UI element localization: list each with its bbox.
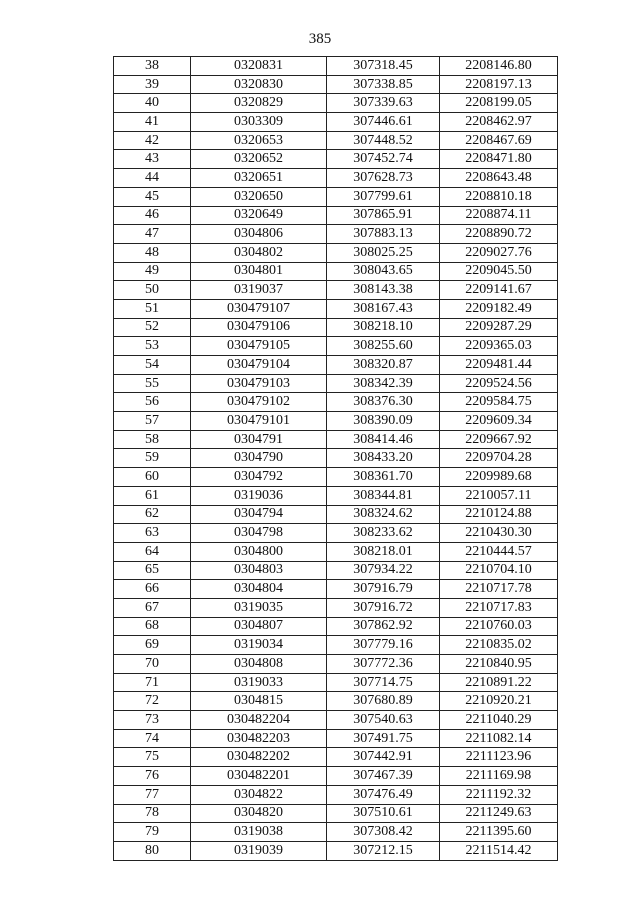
point-number-cell: 46 <box>114 206 191 225</box>
y-coordinate-cell: 2211082.14 <box>440 729 558 748</box>
y-coordinate-cell: 2208890.72 <box>440 225 558 244</box>
y-coordinate-cell: 2210920.21 <box>440 692 558 711</box>
y-coordinate-cell: 2208467.69 <box>440 131 558 150</box>
y-coordinate-cell: 2209584.75 <box>440 393 558 412</box>
table-row <box>114 393 558 412</box>
y-coordinate-cell: 2209365.03 <box>440 337 558 356</box>
point-number-cell: 43 <box>114 150 191 169</box>
point-number-cell: 44 <box>114 169 191 188</box>
y-coordinate-cell: 2209481.44 <box>440 356 558 375</box>
y-coordinate-cell: 2210124.88 <box>440 505 558 524</box>
x-coordinate-cell: 308390.09 <box>327 412 440 431</box>
point-number-cell: 65 <box>114 561 191 580</box>
y-coordinate-cell: 2209989.68 <box>440 468 558 487</box>
y-coordinate-cell: 2211040.29 <box>440 711 558 730</box>
point-number-cell: 55 <box>114 374 191 393</box>
y-coordinate-cell: 2209182.49 <box>440 299 558 318</box>
table-row <box>114 187 558 206</box>
x-coordinate-cell: 307883.13 <box>327 225 440 244</box>
point-code-cell: 0319035 <box>191 598 327 617</box>
point-number-cell: 78 <box>114 804 191 823</box>
y-coordinate-cell: 2211249.63 <box>440 804 558 823</box>
point-number-cell: 42 <box>114 131 191 150</box>
x-coordinate-cell: 307339.63 <box>327 94 440 113</box>
table-row <box>114 542 558 561</box>
y-coordinate-cell: 2211395.60 <box>440 823 558 842</box>
point-number-cell: 69 <box>114 636 191 655</box>
y-coordinate-cell: 2210891.22 <box>440 673 558 692</box>
x-coordinate-cell: 307448.52 <box>327 131 440 150</box>
point-number-cell: 60 <box>114 468 191 487</box>
point-number-cell: 39 <box>114 75 191 94</box>
y-coordinate-cell: 2210835.02 <box>440 636 558 655</box>
coordinates-table <box>113 56 558 861</box>
point-number-cell: 51 <box>114 299 191 318</box>
table-row <box>114 318 558 337</box>
point-code-cell: 030482203 <box>191 729 327 748</box>
table-row <box>114 412 558 431</box>
point-number-cell: 57 <box>114 412 191 431</box>
table-row <box>114 356 558 375</box>
table-body <box>114 57 558 861</box>
point-code-cell: 030479101 <box>191 412 327 431</box>
point-code-cell: 030479106 <box>191 318 327 337</box>
point-code-cell: 0303309 <box>191 113 327 132</box>
point-number-cell: 79 <box>114 823 191 842</box>
table-row <box>114 57 558 76</box>
y-coordinate-cell: 2209524.56 <box>440 374 558 393</box>
x-coordinate-cell: 307680.89 <box>327 692 440 711</box>
x-coordinate-cell: 308167.43 <box>327 299 440 318</box>
x-coordinate-cell: 308414.46 <box>327 430 440 449</box>
y-coordinate-cell: 2208874.11 <box>440 206 558 225</box>
point-number-cell: 80 <box>114 841 191 860</box>
point-code-cell: 030479105 <box>191 337 327 356</box>
y-coordinate-cell: 2211169.98 <box>440 767 558 786</box>
x-coordinate-cell: 307865.91 <box>327 206 440 225</box>
point-code-cell: 0319034 <box>191 636 327 655</box>
point-code-cell: 0320830 <box>191 75 327 94</box>
point-number-cell: 40 <box>114 94 191 113</box>
y-coordinate-cell: 2210760.03 <box>440 617 558 636</box>
table-row <box>114 299 558 318</box>
table-row <box>114 748 558 767</box>
point-code-cell: 0320650 <box>191 187 327 206</box>
y-coordinate-cell: 2209045.50 <box>440 262 558 281</box>
point-code-cell: 030479107 <box>191 299 327 318</box>
x-coordinate-cell: 307779.16 <box>327 636 440 655</box>
point-number-cell: 48 <box>114 243 191 262</box>
table-row <box>114 75 558 94</box>
x-coordinate-cell: 307467.39 <box>327 767 440 786</box>
table-row <box>114 617 558 636</box>
x-coordinate-cell: 307318.45 <box>327 57 440 76</box>
point-number-cell: 50 <box>114 281 191 300</box>
table-row <box>114 524 558 543</box>
y-coordinate-cell: 2209667.92 <box>440 430 558 449</box>
x-coordinate-cell: 307799.61 <box>327 187 440 206</box>
point-code-cell: 0304790 <box>191 449 327 468</box>
point-number-cell: 53 <box>114 337 191 356</box>
point-number-cell: 66 <box>114 580 191 599</box>
y-coordinate-cell: 2208197.13 <box>440 75 558 94</box>
point-number-cell: 73 <box>114 711 191 730</box>
point-number-cell: 59 <box>114 449 191 468</box>
x-coordinate-cell: 307540.63 <box>327 711 440 730</box>
point-number-cell: 71 <box>114 673 191 692</box>
x-coordinate-cell: 308361.70 <box>327 468 440 487</box>
table-row <box>114 580 558 599</box>
table-row <box>114 729 558 748</box>
y-coordinate-cell: 2210840.95 <box>440 655 558 674</box>
point-code-cell: 0319039 <box>191 841 327 860</box>
point-number-cell: 63 <box>114 524 191 543</box>
x-coordinate-cell: 308433.20 <box>327 449 440 468</box>
point-code-cell: 0320651 <box>191 169 327 188</box>
point-code-cell: 0304800 <box>191 542 327 561</box>
point-number-cell: 61 <box>114 486 191 505</box>
point-code-cell: 030479102 <box>191 393 327 412</box>
table-row <box>114 767 558 786</box>
point-code-cell: 0320831 <box>191 57 327 76</box>
point-code-cell: 0304808 <box>191 655 327 674</box>
x-coordinate-cell: 308218.01 <box>327 542 440 561</box>
point-code-cell: 030479103 <box>191 374 327 393</box>
table-row <box>114 430 558 449</box>
point-number-cell: 47 <box>114 225 191 244</box>
point-code-cell: 0319033 <box>191 673 327 692</box>
point-number-cell: 64 <box>114 542 191 561</box>
x-coordinate-cell: 307308.42 <box>327 823 440 842</box>
table-row <box>114 841 558 860</box>
page-number: 385 <box>308 31 332 47</box>
table-row <box>114 692 558 711</box>
y-coordinate-cell: 2208462.97 <box>440 113 558 132</box>
table-row <box>114 337 558 356</box>
table-row <box>114 823 558 842</box>
point-number-cell: 38 <box>114 57 191 76</box>
point-code-cell: 0304792 <box>191 468 327 487</box>
x-coordinate-cell: 308218.10 <box>327 318 440 337</box>
x-coordinate-cell: 308320.87 <box>327 356 440 375</box>
point-code-cell: 030482204 <box>191 711 327 730</box>
point-number-cell: 74 <box>114 729 191 748</box>
point-number-cell: 70 <box>114 655 191 674</box>
table-row <box>114 206 558 225</box>
y-coordinate-cell: 2210704.10 <box>440 561 558 580</box>
point-code-cell: 030479104 <box>191 356 327 375</box>
x-coordinate-cell: 307916.72 <box>327 598 440 617</box>
point-number-cell: 67 <box>114 598 191 617</box>
y-coordinate-cell: 2209141.67 <box>440 281 558 300</box>
point-code-cell: 0319036 <box>191 486 327 505</box>
point-code-cell: 0304820 <box>191 804 327 823</box>
x-coordinate-cell: 307934.22 <box>327 561 440 580</box>
y-coordinate-cell: 2210717.78 <box>440 580 558 599</box>
table-row <box>114 468 558 487</box>
y-coordinate-cell: 2209609.34 <box>440 412 558 431</box>
point-code-cell: 0319037 <box>191 281 327 300</box>
point-number-cell: 62 <box>114 505 191 524</box>
x-coordinate-cell: 308324.62 <box>327 505 440 524</box>
x-coordinate-cell: 307452.74 <box>327 150 440 169</box>
y-coordinate-cell: 2209027.76 <box>440 243 558 262</box>
table-row <box>114 598 558 617</box>
y-coordinate-cell: 2210057.11 <box>440 486 558 505</box>
x-coordinate-cell: 307446.61 <box>327 113 440 132</box>
point-number-cell: 45 <box>114 187 191 206</box>
table-row <box>114 449 558 468</box>
x-coordinate-cell: 307714.75 <box>327 673 440 692</box>
x-coordinate-cell: 307628.73 <box>327 169 440 188</box>
x-coordinate-cell: 308233.62 <box>327 524 440 543</box>
x-coordinate-cell: 308376.30 <box>327 393 440 412</box>
table-row <box>114 225 558 244</box>
table-row <box>114 374 558 393</box>
point-code-cell: 0304802 <box>191 243 327 262</box>
table-row <box>114 262 558 281</box>
table-row <box>114 169 558 188</box>
x-coordinate-cell: 307510.61 <box>327 804 440 823</box>
x-coordinate-cell: 307491.75 <box>327 729 440 748</box>
y-coordinate-cell: 2210444.57 <box>440 542 558 561</box>
y-coordinate-cell: 2211123.96 <box>440 748 558 767</box>
point-number-cell: 68 <box>114 617 191 636</box>
point-number-cell: 56 <box>114 393 191 412</box>
x-coordinate-cell: 307476.49 <box>327 785 440 804</box>
point-number-cell: 72 <box>114 692 191 711</box>
point-number-cell: 52 <box>114 318 191 337</box>
table-row <box>114 711 558 730</box>
point-code-cell: 0320829 <box>191 94 327 113</box>
y-coordinate-cell: 2208810.18 <box>440 187 558 206</box>
table-row <box>114 785 558 804</box>
point-number-cell: 49 <box>114 262 191 281</box>
point-code-cell: 0304807 <box>191 617 327 636</box>
point-number-cell: 41 <box>114 113 191 132</box>
point-code-cell: 0304815 <box>191 692 327 711</box>
point-code-cell: 0304791 <box>191 430 327 449</box>
y-coordinate-cell: 2210430.30 <box>440 524 558 543</box>
table-row <box>114 94 558 113</box>
y-coordinate-cell: 2209704.28 <box>440 449 558 468</box>
table-row <box>114 804 558 823</box>
point-code-cell: 0320653 <box>191 131 327 150</box>
point-code-cell: 0304794 <box>191 505 327 524</box>
table-row <box>114 281 558 300</box>
x-coordinate-cell: 307442.91 <box>327 748 440 767</box>
table-row <box>114 673 558 692</box>
x-coordinate-cell: 307338.85 <box>327 75 440 94</box>
point-code-cell: 0304798 <box>191 524 327 543</box>
y-coordinate-cell: 2211192.32 <box>440 785 558 804</box>
point-number-cell: 75 <box>114 748 191 767</box>
point-number-cell: 58 <box>114 430 191 449</box>
x-coordinate-cell: 308342.39 <box>327 374 440 393</box>
table-row <box>114 150 558 169</box>
x-coordinate-cell: 308025.25 <box>327 243 440 262</box>
point-code-cell: 0304806 <box>191 225 327 244</box>
table-row <box>114 131 558 150</box>
x-coordinate-cell: 307916.79 <box>327 580 440 599</box>
table-row <box>114 243 558 262</box>
point-code-cell: 030482201 <box>191 767 327 786</box>
y-coordinate-cell: 2209287.29 <box>440 318 558 337</box>
point-number-cell: 76 <box>114 767 191 786</box>
y-coordinate-cell: 2208146.80 <box>440 57 558 76</box>
y-coordinate-cell: 2208199.05 <box>440 94 558 113</box>
table-row <box>114 505 558 524</box>
x-coordinate-cell: 308043.65 <box>327 262 440 281</box>
point-code-cell: 0320649 <box>191 206 327 225</box>
point-code-cell: 0304804 <box>191 580 327 599</box>
x-coordinate-cell: 307862.92 <box>327 617 440 636</box>
point-code-cell: 030482202 <box>191 748 327 767</box>
point-code-cell: 0319038 <box>191 823 327 842</box>
point-number-cell: 54 <box>114 356 191 375</box>
y-coordinate-cell: 2211514.42 <box>440 841 558 860</box>
point-code-cell: 0320652 <box>191 150 327 169</box>
x-coordinate-cell: 308255.60 <box>327 337 440 356</box>
x-coordinate-cell: 307212.15 <box>327 841 440 860</box>
table-row <box>114 113 558 132</box>
x-coordinate-cell: 307772.36 <box>327 655 440 674</box>
table-row <box>114 655 558 674</box>
y-coordinate-cell: 2210717.83 <box>440 598 558 617</box>
point-code-cell: 0304822 <box>191 785 327 804</box>
y-coordinate-cell: 2208643.48 <box>440 169 558 188</box>
y-coordinate-cell: 2208471.80 <box>440 150 558 169</box>
table-row <box>114 636 558 655</box>
table-row <box>114 486 558 505</box>
point-code-cell: 0304803 <box>191 561 327 580</box>
table-row <box>114 561 558 580</box>
point-number-cell: 77 <box>114 785 191 804</box>
x-coordinate-cell: 308143.38 <box>327 281 440 300</box>
x-coordinate-cell: 308344.81 <box>327 486 440 505</box>
point-code-cell: 0304801 <box>191 262 327 281</box>
